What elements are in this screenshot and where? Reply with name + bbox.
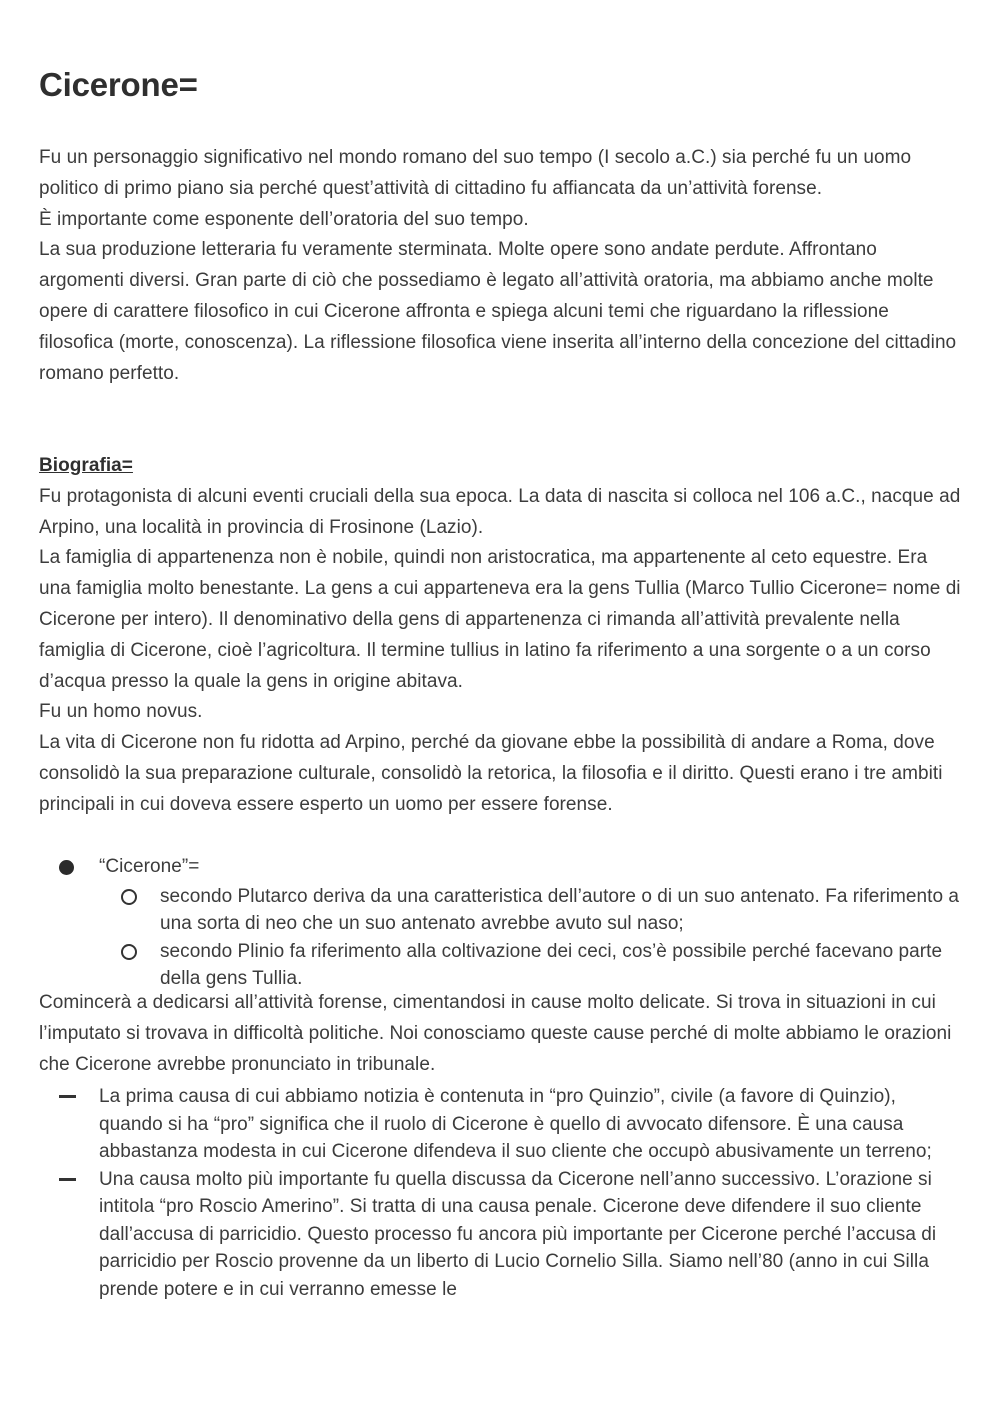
dash-bullet-icon xyxy=(59,1178,76,1181)
intro-paragraph: Fu un personaggio significativo nel mondo romano del suo tempo (I secolo a.C.) sia perché fu un uomo politico di primo piano sia perché quest’attività di cittadino fu affiancata da un’attività forense. xyxy=(39,147,912,199)
list-item xyxy=(39,1166,961,1304)
intro-paragraph: La sua produzione letteraria fu veramente sterminata. Molte opere sono andate perdute. Affrontano argomenti diversi. Gran parte di ciò che possediamo è legato all’attività oratoria, ma abbiamo anche molte opere di carattere filosofico in cui Cicerone affronta e spiega alcuni temi che riguardano la riflessione filosofica (morte, conoscenza). La riflessione filosofica viene inserita all’interno della concezione del cittadino romano perfetto. xyxy=(39,239,957,384)
forense-section xyxy=(39,988,961,1080)
dash-item-text: La prima causa di cui abbiamo notizia è contenuta in “pro Quinzio”, civile (a favore di Quinzio), quando si ha “pro” significa che il ruolo di Cicerone è quello di avvocato difensore. È una causa abbastanza modesta in cui Cicerone difendeva il suo cliente che occupò abusivamente un terreno; xyxy=(99,1086,932,1162)
sub-item-text: secondo Plutarco deriva da una caratteristica dell’autore o di un suo antenato. Fa riferimento a una sorta di neo che un suo antenato avrebbe avuto sul naso; xyxy=(160,885,960,934)
biography-heading: Biografia= xyxy=(39,455,133,476)
document-title: Cicerone= xyxy=(39,66,198,103)
bio-paragraph: Fu un homo novus. xyxy=(39,701,203,723)
list-item xyxy=(39,853,961,881)
bullet-text: “Cicerone”= xyxy=(99,856,200,877)
dash-item-text: Una causa molto più importante fu quella discussa da Cicerone nell’anno successivo. L’orazione si intitola “pro Roscio Amerino”. Si tratta di una causa penale. Cicerone deve difendere il suo cliente dall’accusa di parricidio. Questo processo fu ancora più importante per Cicerone perché l’accusa di parricidio per Roscio provenne da un liberto di Lucio Cornelio Silla. Siamo nell’80 (anno in cui Silla prende potere e in cui verranno emesse le xyxy=(99,1168,937,1300)
biography-section xyxy=(39,451,961,821)
dash-bullet-icon xyxy=(59,1095,76,1098)
sub-item-text: secondo Plinio fa riferimento alla coltivazione dei ceci, cos’è possibile perché facevano parte della gens Tullia. xyxy=(160,940,943,989)
causes-list xyxy=(39,1083,961,1303)
circle-bullet-icon xyxy=(121,944,137,960)
list-item xyxy=(39,938,961,993)
intro-paragraph: È importante come esponente dell’oratoria del suo tempo. xyxy=(39,208,529,230)
name-origin-list xyxy=(39,853,961,993)
forense-paragraph: Comincerà a dedicarsi all’attività forense, cimentandosi in cause molto delicate. Si trova in situazioni in cui l’imputato si trovava in difficoltà politiche. Noi conosciamo queste cause perché di molte abbiamo le orazioni che Cicerone avrebbe pronunciato in tribunale. xyxy=(39,992,952,1075)
circle-bullet-icon xyxy=(121,889,137,905)
bullet-icon xyxy=(59,860,74,875)
bio-paragraph: La vita di Cicerone non fu ridotta ad Arpino, perché da giovane ebbe la possibilità di andare a Roma, dove consolidò la sua preparazione culturale, consolidò la retorica, la filosofia e il diritto. Questi erano i tre ambiti principali in cui doveva essere esperto un uomo per essere forense. xyxy=(39,732,943,815)
list-item xyxy=(39,883,961,938)
intro-section xyxy=(39,143,961,389)
list-item xyxy=(39,1083,961,1166)
bio-paragraph: Fu protagonista di alcuni eventi cruciali della sua epoca. La data di nascita si colloca nel 106 a.C., nacque ad Arpino, una località in provincia di Frosinone (Lazio). xyxy=(39,485,961,538)
bio-paragraph: La famiglia di appartenenza non è nobile, quindi non aristocratica, ma appartenente al ceto equestre. Era una famiglia molto benestante. La gens a cui apparteneva era la gens Tullia (Marco Tullio Cicerone= nome di Cicerone per intero). Il denominativo della gens di appartenenza ci rimanda all’attività prevalente nella famiglia di Cicerone, cioè l’agricoltura. Il termine tullius in latino fa riferimento a una sorgente o a un corso d’acqua presso la quale la gens in origine abitava. xyxy=(39,547,961,692)
